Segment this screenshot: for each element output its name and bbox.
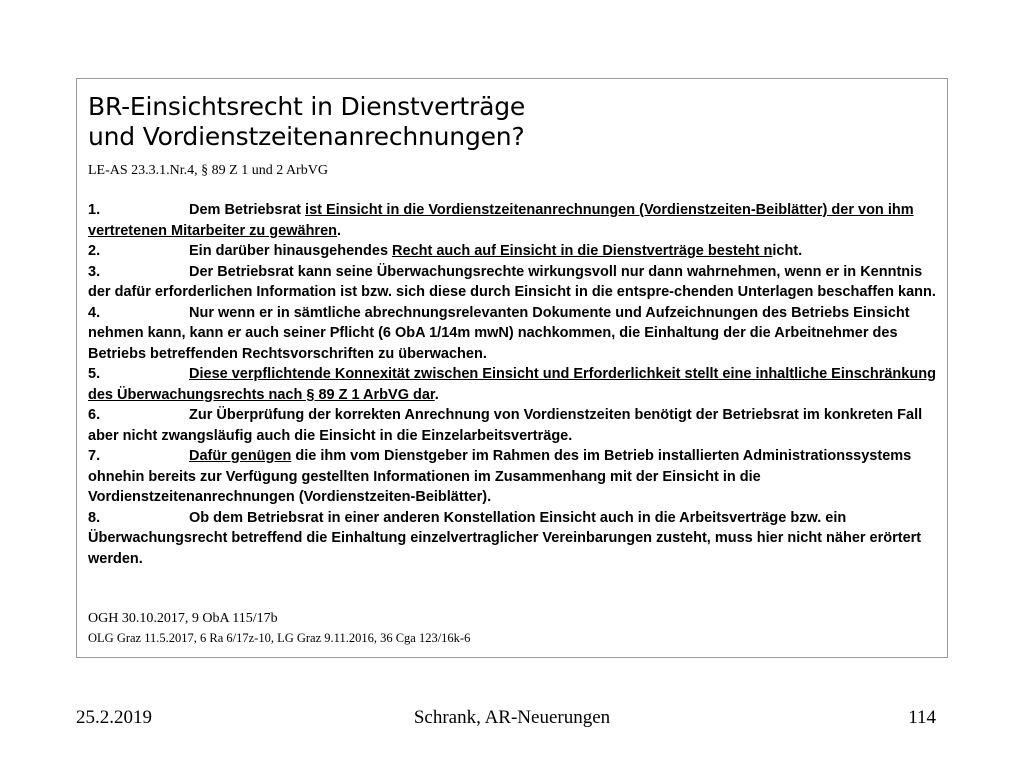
title-line-1: BR-Einsichtsrecht in Dienstverträge [88,92,526,121]
footer-date: 25.2.2019 [76,707,152,728]
court-source-lower: OLG Graz 11.5.2017, 6 Ra 6/17z-10, LG Graz 9.11.2016, 36 Cga 123/16k-6 [88,631,471,645]
footer-title: Schrank, AR-Neuerungen [413,707,611,728]
list-item: 4. Nur wenn er in sämtliche abrechnungsrelevanten Dokumente und Aufzeichnungen des Betriebs Einsicht nehmen kann, kann er auch seiner Pflicht (6 ObA 1/14m mwN) nachkommen, die Einhaltung der die Arbeitnehmer des Betriebs betreffenden Rechtsvorschriften zu überwachen. [88,304,910,362]
ruling-items [88,200,948,569]
page-number: 114 [908,707,936,728]
list-item: 3. Der Betriebsrat kann seine Überwachungsrechte wirkungsvoll nur dann wahrnehmen, wenn er in Kenntnis der dafür erforderlichen Information ist bzw. sich diese durch Einsicht in die entspre-chenden Unterlagen beschaffen kann. [88,263,936,300]
title-line-2: und Vordienstzeitenanrechnungen? [88,122,525,151]
list-item: 2. Ein darüber hinausgehendes Recht auch auf Einsicht in die Dienstverträge besteht nicht. [88,243,803,259]
list-item: 1. Dem Betriebsrat ist Einsicht in die Vordienstzeitenanrechnungen (Vordienstzeiten-Beiblätter) der von ihm vertretenen Mitarbeiter zu gewähren. [88,202,914,239]
slide-title [88,92,938,152]
list-item: 8. Ob dem Betriebsrat in einer anderen Konstellation Einsicht auch in die Arbeitsverträge bzw. ein Überwachungsrecht betreffend die Einhaltung einzelvertraglicher Vereinbarungen zusteht, muss hier nicht näher erörtert werden. [88,509,922,567]
court-source-primary: OGH 30.10.2017, 9 ObA 115/17b [88,611,278,626]
legal-reference: LE-AS 23.3.1.Nr.4, § 89 Z 1 und 2 ArbVG [88,163,328,178]
list-item: 6. Zur Überprüfung der korrekten Anrechnung von Vordienstzeiten benötigt der Betriebsrat im konkreten Fall aber nicht zwangsläufig auch die Einsicht in die Einzelarbeitsverträge. [88,407,923,444]
list-item: 7. Dafür genügen die ihm vom Dienstgeber im Rahmen des im Betrieb installierten Administrationssystems ohnehin bereits zur Verfügung gestellten Informationen im Zusammenhang mit der Einsicht in die Vordienstzeitenanrechnungen (Vordienstzeiten-Beiblätter). [88,448,912,505]
list-item: 5. Diese verpflichtende Konnexität zwischen Einsicht und Erforderlichkeit stellt eine inhaltliche Einschränkung des Überwachungsrechts nach § 89 Z 1 ArbVG dar. [88,366,936,403]
